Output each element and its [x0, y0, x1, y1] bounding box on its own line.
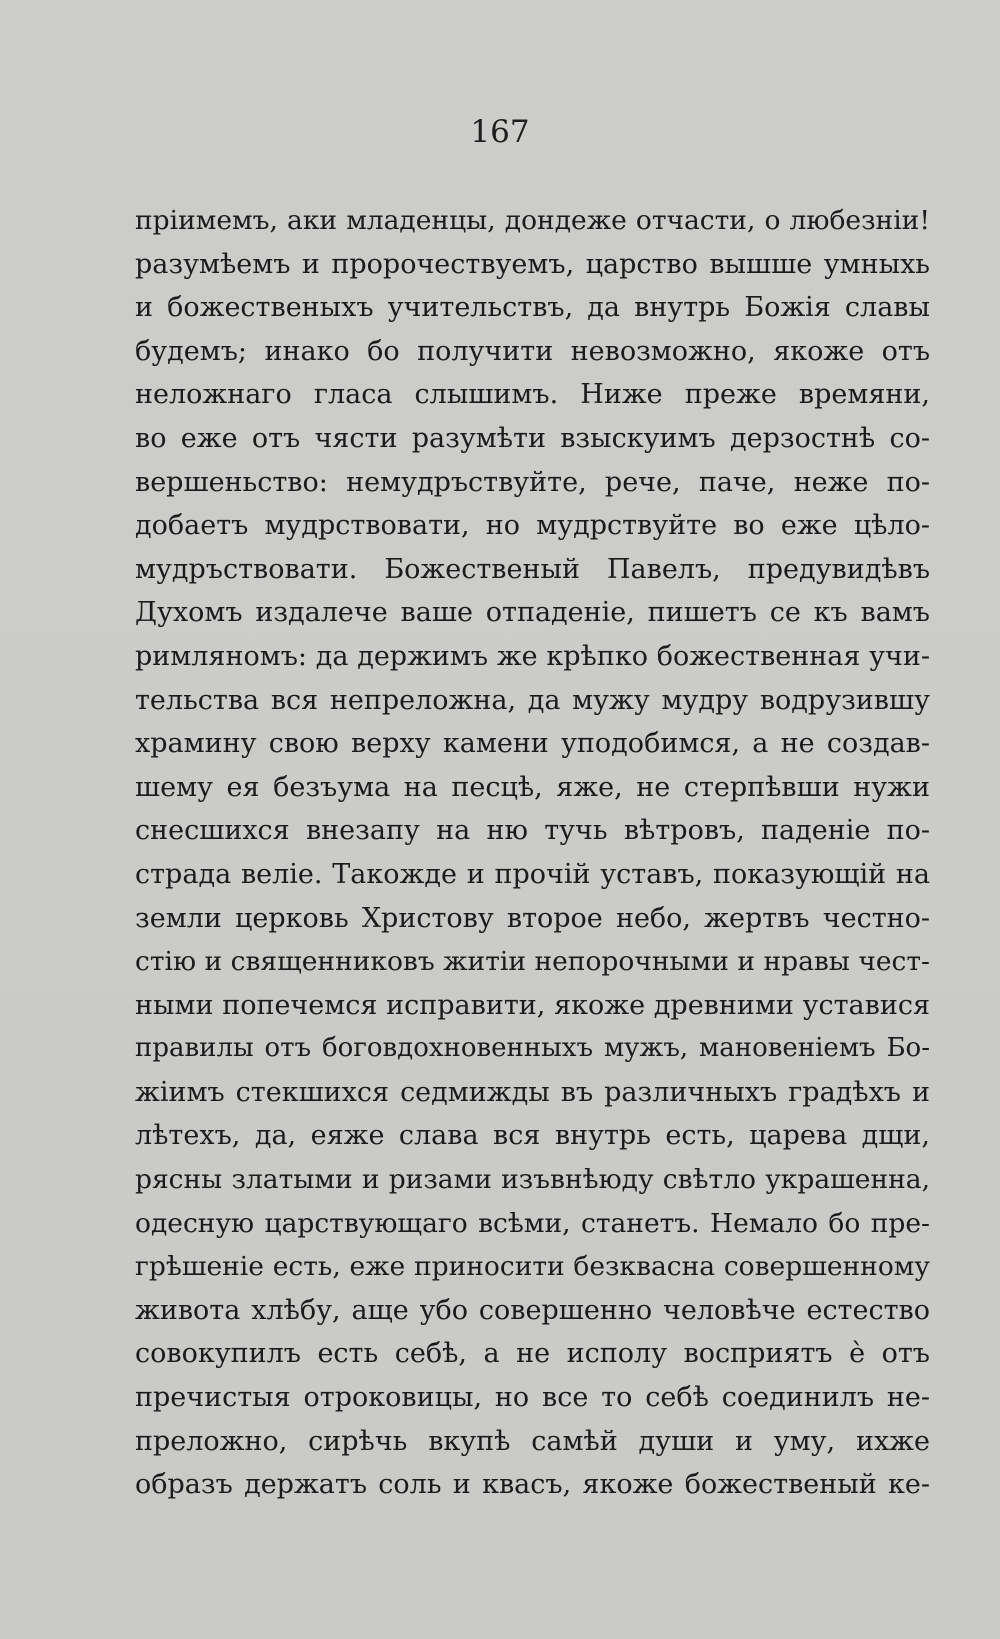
text-line: живота хлѣбу, аще убо совершенно человѣче естество: [135, 1294, 930, 1326]
body-text: [135, 199, 930, 1507]
text-line: неложнаго гласа слышимъ. Ниже преже времяни,: [135, 379, 930, 411]
text-line: вершеньство: немудръствуйте, рече, паче, неже по-: [135, 466, 930, 498]
text-line: мудръствовати. Божественый Павелъ, предувидѣвъ: [135, 553, 930, 585]
text-line: одесную царствующаго всѣми, станетъ. Немало бо пре-: [135, 1207, 930, 1239]
text-line: пріимемъ, аки младенцы, дондеже отчасти, о любезніи!: [135, 205, 930, 236]
text-line: римляномъ: да держимъ же крѣпко божественная учи-: [135, 640, 930, 672]
page-number: 167: [470, 114, 530, 150]
text-line: будемъ; инако бо получити невозможно, якоже отъ: [135, 335, 930, 367]
text-line: лѣтехъ, да, еяже слава вся внутрь есть, царева дщи,: [135, 1120, 930, 1152]
text-line: пречистыя отроковицы, но все то себѣ соединилъ не-: [135, 1382, 930, 1414]
text-line: рясны златыми и ризами изъвнѣюду свѣтло украшенна,: [135, 1164, 930, 1196]
text-line: тельства вся непреложна, да мужу мудру водрузившу: [135, 684, 930, 716]
text-line: стію и священниковъ житіи непорочными и нравы чест-: [135, 946, 930, 978]
text-line: земли церковь Христову второе небо, жертвъ честно-: [135, 902, 930, 934]
text-line: правилы отъ боговдохновенныхъ мужъ, мановеніемъ Бо-: [135, 1033, 930, 1064]
text-line: преложно, сирѣчь вкупѣ самѣй души и уму, ихже: [135, 1425, 930, 1457]
text-line: жіимъ стекшихся седмижды въ различныхъ градѣхъ и: [135, 1076, 930, 1108]
text-line: шему ея безъума на песцѣ, яже, не стерпѣвши нужи: [135, 771, 930, 803]
text-line: грѣшеніе есть, еже приносити безквасна совершенному: [135, 1251, 930, 1283]
text-line: храмину свою верху камени уподобимся, а не создав-: [135, 728, 930, 760]
text-line: во еже отъ чясти разумѣти взыскуимъ дерзостнѣ со-: [135, 422, 930, 454]
text-line: ными попечемся исправити, якоже древними уставися: [135, 989, 930, 1021]
text-line: Духомъ издалече ваше отпаденіе, пишетъ се къ вамъ: [135, 597, 930, 629]
text-line: разумѣемъ и пророчествуемъ, царство вышше умныхь: [135, 248, 930, 280]
text-line: и божественыхъ учительствъ, да внутрь Божія славы: [135, 292, 930, 324]
text-line: добаетъ мудрствовати, но мудрствуйте во еже цѣло-: [135, 510, 930, 542]
text-line: страда веліе. Такожде и прочій уставъ, показующій на: [135, 858, 930, 890]
text-line: совокупилъ есть себѣ, а не исполу восприятъ ѐ отъ: [135, 1338, 930, 1370]
text-line: снесшихся внезапу на ню тучь вѣтровъ, паденіе по-: [135, 815, 930, 847]
text-line: образъ держатъ соль и квасъ, якоже божественый ке-: [135, 1469, 930, 1501]
